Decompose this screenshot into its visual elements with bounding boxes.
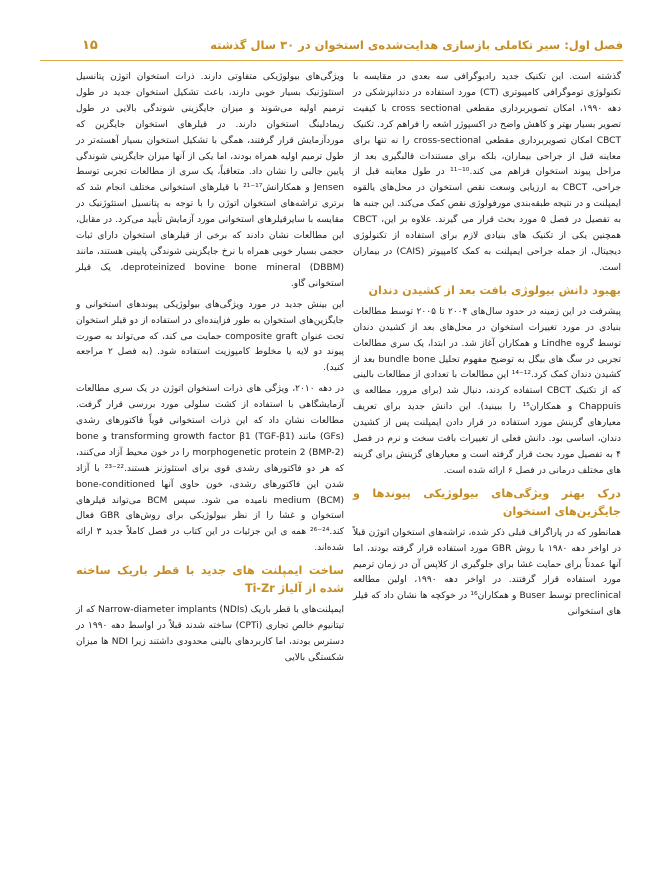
section-heading: درک بهتر ویژگی‌های بیولوژیکی پیوندها و جایگزین‌های استخوان <box>353 486 621 518</box>
paragraph: همانطور که در پاراگراف قبلی ذکر شده، تراشه‌های استخوان اتوژن قبلاً در اواخر دهه ۱۹۸۰ با روش GBR مورد استفاده قرار گرفته بودند، اما آنها عمدتاً برای حمایت غشا برای جلوگیری از کلاپس آن در زمان ترمیم مورد استفاده قرار گرفتند. در اواخر دهه ۱۹۹۰، اولین مطالعه preclinical توسط Buser و همکاران¹⁶ در خوکچه ها نشان داد که قیلر های استخوانی <box>353 527 621 618</box>
paragraph: پیشرفت در این زمینه در حدود سال‌های ۲۰۰۴ تا ۲۰۰۵ توسط مطالعات بنیادی در مورد تغییرات استخوان در محل‌های بعد از کشیدن دندان توسط گروه Lindhe و همکاران آغاز شد. در ابتدا، یک سری مطالعات تجربی در سگ های بیگل به توضیح مفهوم تحلیل bundle bone بعد از کشیدن دندان کمک کرد.¹²⁻¹⁴ این مطالعات با تعدادی از مطالعات بالینی که از تکنیک CBCT استفاده کردند، دنبال شد (برای مرور، مطالعه ی Chappuis و همکاران¹⁵ را ببینید). این دانش جدید برای تعریف معیارهای گزینش مورد استفاده در قرار دادن ایمپلنت پس از کشیدن دندان، اساسی بود. دانش فعلی از تغییرات بافت سخت و نرم در فصل ۴ به تفصیل مورد بحث قرار گرفته است و معیارهای گزینش برای گزینه های مختلف درمانی در فصل ۶ ارائه شده است. <box>353 306 621 476</box>
right-column <box>353 70 621 626</box>
paragraph: ویژگی‌های بیولوژیکی متفاوتی دارند. ذرات استخوان اتوژن پتانسیل استئوژنیک بسیار خوبی دارند، باعث تشکیل استخوان جدید در طول ترمیم اولیه می‌شوند و میزان جایگزینی شوندگی بالایی در طول ریمادلینگ استخوان دارند. در قیلرهای استخوان جایگزین که موردآزمایش قرار گرفتند، همگی با تشکیل استخوان بسیار آهسته‌تر در طول ترمیم اولیه همراه بودند، اما یکی از آنها میزان جایگزینی شوندگی پایین جالبی را نشان داد. متعاقباً، یک سری از مطالعات تجربی توسط Jensen و همکارانش¹⁷⁻²¹ با قیلرهای استخوانی مختلف انجام شد که برتری تراشه‌های استخوان اتوژن را با توجه به پتانسیل استئوژنیک در مقایسه با سایرقیلرهای استخوانی مورد آزمایش تأیید می‌کرد. در مقابل، این مطالعات نشان دادند که برخی از قیلرهای استخوان دارای ثبات حجمی بسیار خوبی همراه با نرخ جایگزینی شوندگی پایینی هستند، مانند deproteinized bovine bone mineral (DBBM)، یک قیلر استخوانی گاو. <box>76 72 345 289</box>
paragraph: ایمپلنت‌های با قطر باریک Narrow-diameter implants (NDIs) که از تیتانیوم خالص تجاری (CPTi) ساخته شدند قبلاً در اواسط دهه ۱۹۹۰ در دسترس بودند، اما کاربردهای بالینی محدودی داشتند زیرا NDI ها میزان شکستگی بالایی <box>76 605 344 663</box>
section-heading: بهبود دانش بیولوژی بافت بعد از کشیدن دندان <box>368 283 621 297</box>
page-header <box>40 30 623 61</box>
paragraph: در دهه ۲۰۱۰، ویژگی های ذرات استخوان اتوژن در یک سری مطالعات آزمایشگاهی با استفاده از کشت سلولی مورد بررسی قرار گرفت. مطالعات نشان داد که این ذرات استخوانی قویاً فاکتورهای رشدی (GFs) مانند transforming growth factor β1 (TGF-β1) و bone morphogenetic protein 2 (BMP-2) را در خون محیط آزاد می‌کنند، که هر دو فاکتورهای رشدی قوی برای استئوژنز هستند.²²⁻²³ با آزاد شدن این فاکتورهای رشدی، خون حاوی آنها bone-conditioned medium (BCM) نامیده می شود. سپس BCM می‌تواند قیلرهای استخوان و غشا را از نظر بیولوژیکی برای روش‌های GBR فعال کند.²⁴⁻²⁶ همه ی این جزئیات در این کتاب در فصل کاملاً جدید ۳ ارائه شده‌اند. <box>76 384 345 554</box>
paragraph: گذشته است. این تکنیک جدید رادیوگرافی سه بعدی در مقایسه با تکنولوژی توموگرافی کامپیوتری (CT) مورد استفاده در دندانپزشکی در دهه ۱۹۹۰، امکان تصویربرداری مقطعی cross sectional با کیفیت تصویر بسیار بهتر و کاهش واضح در اکسپوژر اشعه را فراهم کرد. تکنیک CBCT امکان تصویربرداری مقطعی cross-sectional را نه تنها برای معاینه قبل از جراحی بیماران، بلکه برای مستندات قالبگیری بعد از مراحل پیوند استخوان فراهم می کند.¹⁰⁻¹¹ در طول معاینه قبل از جراحی، CBCT به ارزیابی وسعت نقص استخوان در محل‌های یالقوه ایمپلنت و در نتیجه طبقه‌بندی مورفولوژی نقص کمک می‌کند. این جنبه ها به تفصیل در فصل ۵ مورد بحث قرار می گیرند. علاوه بر این، CBCT همچنین یکی از تکنیک های بنیادی لازم برای استفاده از تکنولوژی دیجیتال، از جمله جراحی ایمپلنت به کمک کامپیوتر (CAIS) در بیماران است. <box>353 72 622 273</box>
section-heading: ساخت ایمپلنت های جدید با قطر باریک ساخته شده از آلیاژ Ti-Zr <box>76 564 344 596</box>
left-column <box>76 70 344 672</box>
paragraph: این بینش جدید در مورد ویژگی‌های بیولوژیکی پیوندهای استخوانی و جایگزین‌های استخوان به طور فزاینده‌ای در استفاده از دو قیلر استخوان تحت عنوان composite graft حمایت می کند، که می‌تواند به صورت پیوند دو لایه یا مخلوط کامپوزیت استفاده شود. (به فصل ۲ مراجعه کنید). <box>76 299 345 374</box>
page-number: ۱۵ <box>82 38 98 53</box>
chapter-title: فصل اول: سیر تکاملی بازسازی هدایت‌شده‌ی استخوان در ۳۰ سال گذشته <box>210 38 623 52</box>
